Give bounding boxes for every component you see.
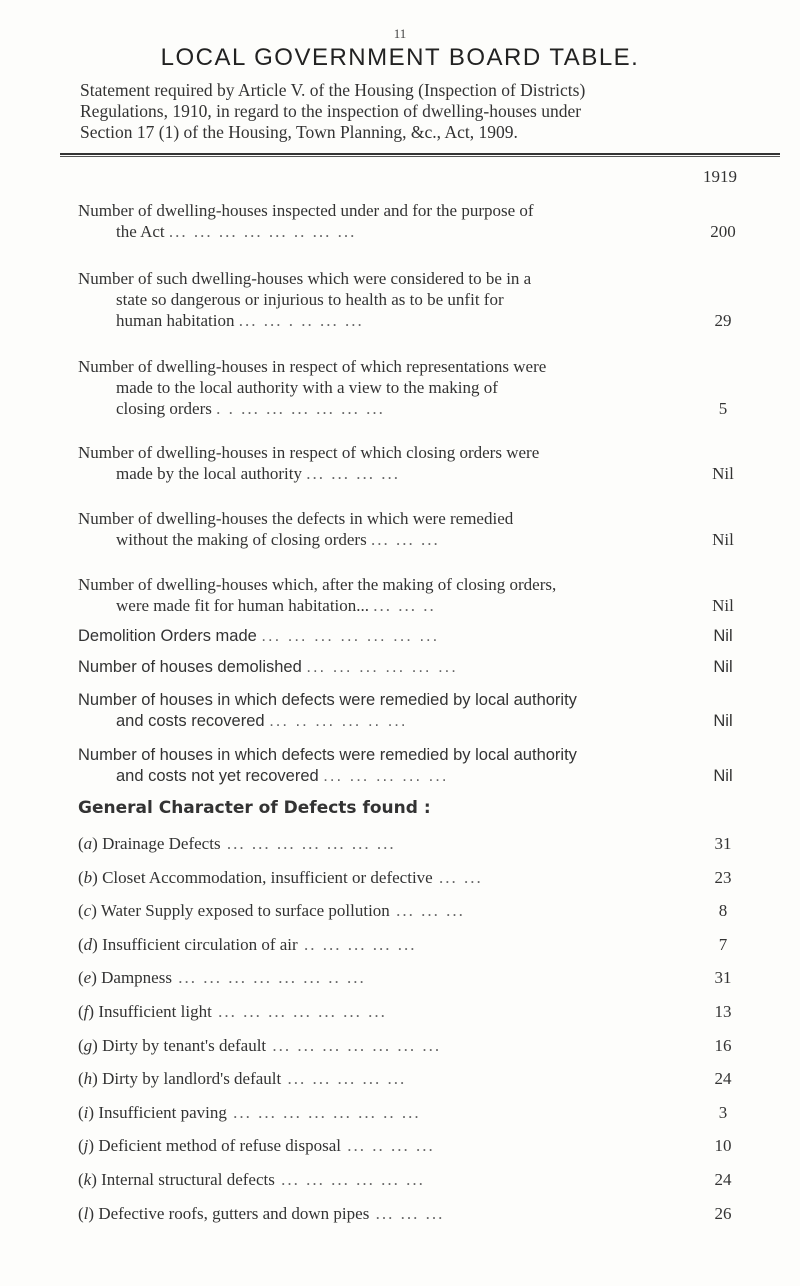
defect-count: 10 [714, 1136, 732, 1156]
defect-letter: c [83, 901, 92, 921]
statement-entry [78, 356, 768, 419]
defect-label: Insufficient circulation of air [102, 934, 298, 954]
defect-row [78, 1001, 768, 1022]
paren: ) [92, 867, 103, 887]
defect-count: 16 [714, 1035, 732, 1055]
leader-dots: . . ... ... ... ... ... ... [216, 399, 385, 418]
paren: ) [91, 1170, 102, 1189]
entry-text-cont: and costs not yet recovered [116, 767, 319, 785]
entry-text-cont: the Act [116, 222, 165, 241]
defect-label: Dampness [101, 968, 172, 988]
entry-text-cont: Number of houses demolished [78, 658, 302, 676]
leader-dots: ... ... ... ... ... ... .. ... [171, 968, 366, 988]
defect-count: 31 [714, 968, 732, 988]
double-rule-divider [60, 153, 780, 157]
statement-entry [78, 200, 768, 242]
year-column-header: 1919 [703, 167, 737, 186]
entry-text-cont: made by the local authority [116, 464, 302, 483]
leader-dots: ... ... ... ... [306, 464, 400, 483]
leader-dots: ... ... . .. ... ... [238, 311, 364, 330]
subtitle [80, 80, 780, 143]
defect-label: Dirty by landlord's default [102, 1069, 282, 1089]
subtitle-line: Statement required by Article V. of the Housing (Inspection of Districts) [80, 80, 586, 100]
paren: ) [92, 1035, 103, 1055]
statement-entry [78, 626, 768, 647]
entry-text [78, 766, 768, 787]
defect-row [78, 1135, 768, 1156]
entry-text: Number of such dwelling-houses which were considered to be in a [78, 269, 532, 288]
paren: ( [78, 934, 84, 954]
entry-text-cont: human habitation [116, 311, 235, 330]
defect-count: 23 [714, 867, 732, 887]
paren: ( [78, 1069, 84, 1089]
paren: ( [78, 1002, 84, 1021]
entry-text [78, 711, 768, 732]
defect-row [78, 1068, 768, 1089]
leader-dots: ... ... ... ... ... ... ... [220, 834, 396, 853]
defect-count: 3 [718, 1102, 728, 1122]
leader-dots: .. ... ... ... ... [297, 934, 417, 954]
leader-dots: ... ... ... ... ... ... ... [266, 1035, 442, 1055]
defect-count: 13 [714, 1002, 732, 1021]
leader-dots: ... ... [432, 867, 483, 887]
paren: ( [78, 867, 84, 887]
entry-text [78, 398, 768, 419]
defect-count: 24 [714, 1069, 732, 1089]
defect-letter: d [83, 934, 93, 954]
paren: ( [78, 968, 84, 988]
paren: ( [78, 834, 84, 853]
defect-label: Dirty by tenant's default [102, 1035, 267, 1055]
paren: ) [91, 968, 102, 988]
entry-text-cont: and costs recovered [116, 712, 265, 730]
entry-text: made to the local authority with a view to the making of [116, 378, 498, 397]
entry-value: Nil [713, 658, 733, 676]
leader-dots: ... ... ... ... ... [281, 1069, 407, 1089]
entry-text [78, 463, 768, 484]
entry-value: Nil [712, 530, 734, 549]
entry-text: Number of dwelling-houses in respect of which closing orders were [78, 443, 540, 462]
leader-dots: ... ... ... ... ... .. ... ... [168, 222, 357, 241]
defect-letter: b [83, 867, 93, 887]
statement-entry [78, 442, 768, 484]
page-number: 11 [393, 26, 407, 41]
paren: ) [92, 934, 103, 954]
statement-entry [78, 574, 768, 616]
page-title: LOCAL GOVERNMENT BOARD TABLE. [160, 44, 640, 71]
defect-row [78, 1169, 768, 1190]
leader-dots: ... ... ... ... ... ... [306, 658, 458, 676]
defect-letter: i [83, 1102, 89, 1122]
paren: ) [88, 1102, 99, 1122]
entry-value: Nil [712, 596, 734, 615]
paren: ( [78, 1136, 84, 1156]
entry-value: Nil [713, 767, 733, 785]
entry-text: Number of dwelling-houses in respect of which representations were [78, 357, 547, 376]
defect-label: Defective roofs, gutters and down pipes [98, 1203, 370, 1223]
defect-label: Drainage Defects [102, 834, 221, 853]
defect-row [78, 867, 768, 888]
entry-text: Number of houses in which defects were remedied by local authority [78, 746, 577, 764]
leader-dots: ... ... ... [389, 901, 465, 921]
entry-text: Number of dwelling-houses inspected under and for the purpose of [78, 201, 534, 220]
defect-label: Internal structural defects [101, 1170, 275, 1189]
entry-text: Number of houses in which defects were remedied by local authority [78, 691, 577, 709]
defect-label: Closet Accommodation, insufficient or defective [102, 867, 433, 887]
entry-text [78, 221, 768, 242]
paren: ) [88, 1002, 99, 1021]
paren: ( [78, 901, 84, 921]
leader-dots: ... ... ... [369, 1203, 445, 1223]
defect-count: 31 [714, 834, 732, 853]
entry-text-cont: closing orders [116, 399, 212, 418]
defect-letter: l [83, 1203, 89, 1223]
leader-dots: ... .. ... ... .. ... [269, 712, 408, 730]
entry-text [78, 529, 768, 550]
paren: ) [91, 901, 101, 921]
entry-text: state so dangerous or injurious to health as to be unfit for [116, 290, 504, 309]
paren: ) [88, 1136, 99, 1156]
defect-count: 8 [718, 901, 728, 921]
entry-text: Number of dwelling-houses the defects in which were remedied [78, 509, 514, 528]
defect-row [78, 1203, 768, 1224]
entry-value: Nil [712, 464, 734, 483]
entry-text: Number of dwelling-houses which, after the making of closing orders, [78, 575, 557, 594]
entry-text-cont: without the making of closing orders [116, 530, 367, 549]
defects-heading: General Character of Defects found : [78, 798, 431, 818]
entry-text [78, 626, 768, 647]
statement-entry [78, 745, 768, 787]
defect-letter: k [83, 1170, 92, 1189]
paren: ( [78, 1170, 84, 1189]
paren: ( [78, 1035, 84, 1055]
entry-value: 29 [714, 311, 732, 330]
entry-text [78, 595, 768, 616]
statement-entry [78, 690, 768, 732]
paren: ) [92, 834, 103, 853]
defect-letter: e [83, 968, 92, 988]
defect-letter: h [83, 1069, 93, 1089]
defect-letter: a [83, 834, 93, 853]
defect-count: 7 [718, 934, 728, 954]
defect-row [78, 833, 768, 854]
leader-dots: ... ... .. [373, 596, 436, 615]
subtitle-line: Section 17 (1) of the Housing, Town Planning, &c., Act, 1909. [80, 122, 518, 142]
entry-text [78, 657, 768, 678]
defect-label: Deficient method of refuse disposal [98, 1136, 341, 1156]
subtitle-line: Regulations, 1910, in regard to the inspection of dwelling-houses under [80, 101, 582, 121]
entry-value: 200 [710, 222, 736, 241]
leader-dots: ... .. ... ... [340, 1136, 435, 1156]
defect-label: Water Supply exposed to surface pollution [100, 901, 390, 921]
entry-value: 5 [718, 399, 728, 418]
leader-dots: ... ... ... ... ... ... .. ... [226, 1102, 421, 1122]
statement-entry [78, 657, 768, 678]
paren: ( [78, 1203, 84, 1223]
leader-dots: ... ... ... [370, 530, 440, 549]
leader-dots: ... ... ... ... ... [323, 767, 449, 785]
entry-value: Nil [713, 627, 733, 645]
defect-row [78, 1102, 768, 1123]
defect-letter: f [83, 1002, 89, 1021]
entry-text-cont: Demolition Orders made [78, 627, 257, 645]
defect-row [78, 900, 768, 921]
paren: ) [92, 1069, 103, 1089]
leader-dots: ... ... ... ... ... ... [274, 1170, 425, 1189]
defect-count: 26 [714, 1203, 732, 1223]
defect-row [78, 1035, 768, 1056]
entry-text-cont: were made fit for human habitation... [116, 596, 370, 615]
defect-letter: j [83, 1136, 89, 1156]
entry-text [78, 310, 768, 331]
entry-value: Nil [713, 712, 733, 730]
defect-row [78, 934, 768, 955]
defect-count: 24 [714, 1170, 732, 1189]
statement-entry [78, 508, 768, 550]
paren: ) [88, 1203, 99, 1223]
leader-dots: ... ... ... ... ... ... ... [261, 627, 440, 645]
defect-label: Insufficient paving [98, 1102, 227, 1122]
statement-entry [78, 268, 768, 331]
leader-dots: ... ... ... ... ... ... ... [211, 1002, 387, 1021]
defect-label: Insufficient light [98, 1002, 212, 1021]
paren: ( [78, 1102, 84, 1122]
defect-row [78, 967, 768, 988]
defect-letter: g [83, 1035, 93, 1055]
